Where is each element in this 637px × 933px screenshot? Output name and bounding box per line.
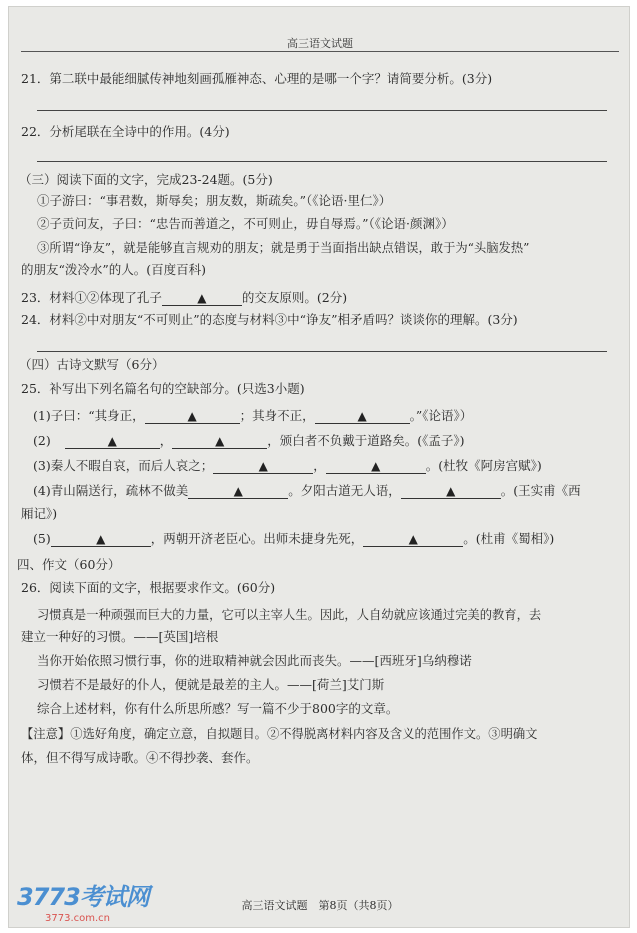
material-3-line1: ③所谓“诤友”，就是能够直言规劝的朋友；就是勇于当面指出缺点错误，敢于为“头脑发热” [37, 241, 530, 255]
material-2: ②子贡问友，子曰：“忠告而善道之，不可则止，毋自辱焉。”（《论语·颜渊》） [37, 216, 454, 231]
q25-2-blank-a[interactable] [65, 435, 160, 449]
q25-item-4-cont: 厢记》) [21, 506, 58, 521]
section-3-title: （三）阅读下面的文字，完成23-24题。(5分) [19, 172, 273, 187]
q25-item-4: (4)青山隔送行，疏林不做美 ▲ 。夕阳古道无人语， ▲ 。(王实甫《西 [33, 483, 581, 498]
blank-marker-icon: ▲ [187, 409, 197, 423]
blank-marker-icon: ▲ [96, 532, 106, 546]
note-line1: 【注意】①选好角度，确定立意，自拟题目。②不得脱离材料内容及含义的范围作文。③明确文 [21, 727, 538, 741]
blank-marker-icon: ▲ [197, 291, 207, 305]
q25-5-blank-b[interactable] [363, 533, 463, 547]
q25-item-2: (2) ▲ ， ▲ ，颁白者不负戴于道路矣。(《孟子》) [33, 433, 465, 448]
quote-3: 习惯若不是最好的仆人，便就是最差的主人。——[荷兰]艾门斯 [37, 677, 385, 692]
q25-3-blank-b[interactable] [326, 460, 426, 474]
quote-1-line2: 建立一种好的习惯。——[英国]培根 [21, 629, 219, 644]
blank-marker-icon: ▲ [107, 434, 117, 448]
material-1: ①子游曰：“事君数，斯辱矣；朋友数，斯疏矣。”（《论语·里仁》） [37, 193, 392, 208]
question-23 [21, 292, 347, 306]
q25-3-blank-a[interactable] [213, 460, 313, 474]
q25-item-3: (3)秦人不暇自哀，而后人哀之； ▲ ， ▲ 。(杜牧《阿房宫赋》) [33, 458, 542, 473]
writing-prompt: 综合上述材料，你有什么所思所感？写一篇不少于800字的文章。 [37, 701, 399, 716]
page-header: 高三语文试题 [287, 37, 353, 50]
header-rule [21, 51, 619, 52]
question-21: 21．第二联中最能细腻传神地刻画孤雁神态、心理的是哪一个字？请简要分析。(3分) [21, 71, 493, 86]
answer-line-21 [37, 110, 607, 111]
logo-text: 3773考试网 [17, 883, 149, 911]
page-footer: 高三语文试题 第8页（共8页） [241, 899, 399, 912]
q23-blank[interactable] [162, 292, 242, 306]
question-22: 22．分析尾联在全诗中的作用。(4分) [21, 124, 230, 139]
section-5-title: 四、作文（60分） [17, 557, 121, 572]
q25-4-blank-b[interactable] [401, 485, 501, 499]
blank-marker-icon: ▲ [258, 459, 268, 473]
blank-marker-icon: ▲ [357, 409, 367, 423]
q25-4-blank-a[interactable] [188, 485, 288, 499]
q25-1-blank-a[interactable] [145, 410, 240, 424]
answer-line-24 [37, 351, 607, 352]
blank-marker-icon: ▲ [215, 434, 225, 448]
site-logo [17, 877, 149, 924]
q25-2-blank-b[interactable] [172, 435, 267, 449]
exam-page [8, 6, 630, 928]
q23-suffix: 的交友原则。(2分) [241, 290, 348, 305]
quote-1-line1: 习惯真是一种顽强而巨大的力量，它可以主宰人生。因此，人自幼就应该通过完美的教育，去 [37, 608, 542, 622]
question-25-title: 25．补写出下列名篇名句的空缺部分。(只选3小题) [21, 381, 305, 396]
blank-marker-icon: ▲ [371, 459, 381, 473]
answer-line-22 [37, 161, 607, 162]
blank-marker-icon: ▲ [233, 484, 243, 498]
q25-item-5: (5) ▲ ，两朝开济老臣心。出师未捷身先死， ▲ 。(杜甫《蜀相》) [33, 531, 555, 546]
q25-5-blank-a[interactable] [51, 533, 151, 547]
q23-prefix: 23．材料①②体现了孔子 [21, 290, 162, 305]
q25-1-blank-b[interactable] [315, 410, 410, 424]
quote-2: 当你开始依照习惯行事，你的进取精神就会因此而丧失。——[西班牙]乌纳穆诺 [37, 653, 472, 668]
logo-url: 3773.com.cn [45, 913, 110, 924]
q25-item-1: (1)子曰：“其身正， ▲ ；其身不正， ▲ 。”《论语》） [33, 408, 473, 423]
question-26-title: 26．阅读下面的文字，根据要求作文。(60分) [21, 580, 276, 595]
material-3-line2: 的朋友“泼冷水”的人。(百度百科) [21, 262, 207, 277]
section-4-title: （四）古诗文默写（6分） [19, 357, 165, 372]
note-line2: 体，但不得写成诗歌。④不得抄袭、套作。 [21, 750, 259, 765]
question-24: 24．材料②中对朋友“不可则止”的态度与材料③中“诤友”相矛盾吗？谈谈你的理解。(3分) [21, 312, 518, 327]
blank-marker-icon: ▲ [408, 532, 418, 546]
blank-marker-icon: ▲ [446, 484, 456, 498]
